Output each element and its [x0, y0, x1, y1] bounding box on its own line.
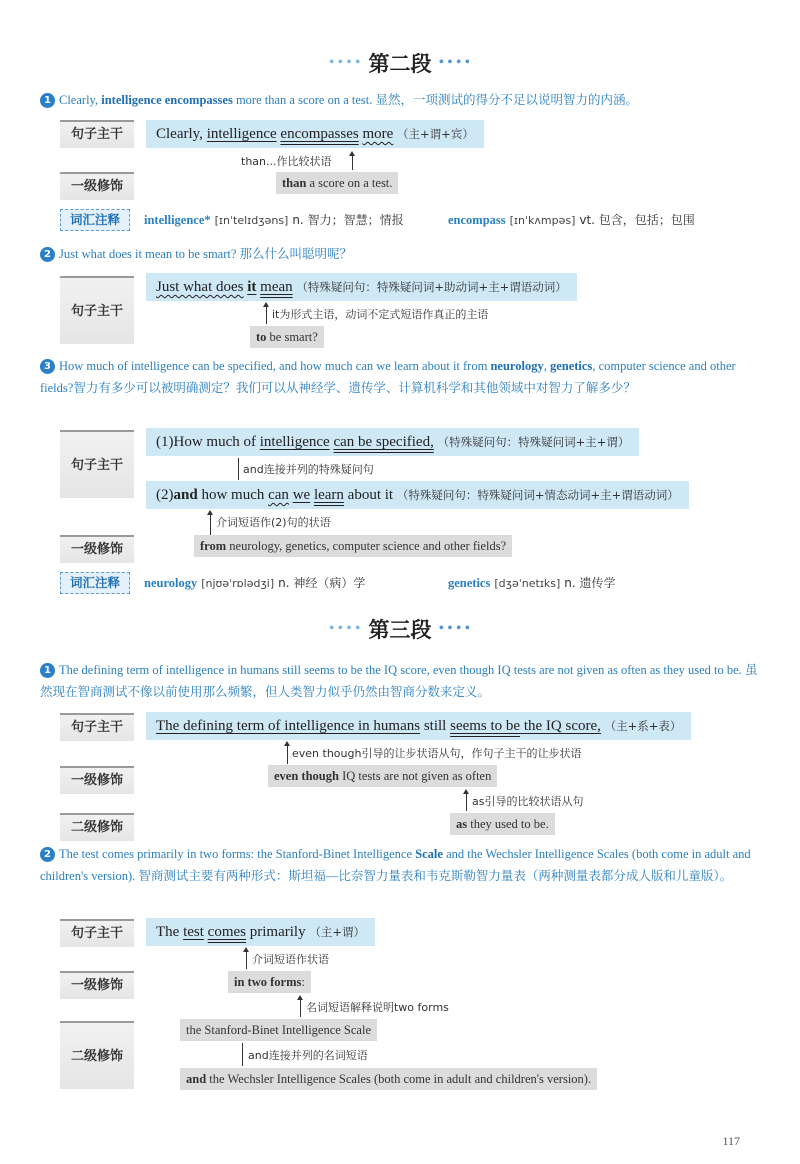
label-main-clause: 句子主干: [60, 919, 134, 947]
modifier-phrase: as they used to be.: [450, 813, 555, 835]
label-modifier-1: 一级修饰: [60, 535, 134, 563]
connector-line: [238, 458, 239, 480]
translation: 虽然现在智商测试不像以前使用那么频繁，但人类智力似乎仍然由智商分数来定义。: [40, 663, 758, 699]
label-main-clause: 句子主干: [60, 120, 134, 148]
arrow-up-icon: [297, 995, 303, 1000]
connector-line: [287, 744, 288, 764]
vocab-entry: encompass [ɪnˈkʌmpəs] vt. 包含，包括；包围: [448, 213, 695, 227]
connector-line: [242, 1043, 243, 1066]
sentence-2-1: 1 Clearly, intelligence encompasses more than a score on a test. 显然，一项测试的得分不足以说明智力的内涵。: [40, 89, 758, 111]
modifier-phrase: than a score on a test.: [276, 172, 398, 194]
note: it为形式主语，动词不定式短语作真正的主语: [272, 308, 489, 321]
note: even though引导的让步状语从句，作句子主干的让步状语: [292, 747, 582, 760]
note: 介词短语作状语: [252, 953, 329, 966]
label-main-clause: 句子主干: [60, 276, 134, 344]
vocab-entry: genetics [dʒəˈnetɪks] n. 遗传学: [448, 576, 616, 590]
sentence-number-badge: 1: [40, 663, 55, 678]
label-modifier-1: 一级修饰: [60, 766, 134, 794]
connector-line: [466, 792, 467, 811]
translation: 显然，一项测试的得分不足以说明智力的内涵。: [375, 93, 639, 107]
modifier-phrase: and the Wechsler Intelligence Scales (both come in adult and children's version).: [180, 1068, 597, 1090]
section-title-text: 第二段: [368, 51, 432, 76]
sentence-3-2: 2 The test comes primarily in two forms: the Stanford-Binet Intelligence Scale and the Wechsler Intelligence Scales (both come in adult and children's version). 智商测试主要有两种形式：斯坦福—比奈智力量表和韦克斯勒智力量表（两种测量表都分成人版和儿童版）。: [40, 847, 751, 883]
decor-dots-left: ••••: [327, 621, 363, 637]
arrow-up-icon: [243, 947, 249, 952]
modifier-phrase: to be smart?: [250, 326, 324, 348]
note: and连接并列的特殊疑问句: [243, 463, 374, 476]
page-number: 117: [722, 1134, 740, 1148]
main-clause: Clearly, intelligence encompasses more （主+谓+宾）: [146, 120, 484, 148]
translation: 智商测试主要有两种形式：斯坦福—比奈智力量表和韦克斯勒智力量表（两种测量表都分成人版和儿童版）。: [138, 869, 733, 883]
sentence-number-badge: 3: [40, 359, 55, 374]
label-vocabulary: 词汇注释: [60, 572, 130, 594]
modifier-phrase: even though IQ tests are not given as often: [268, 765, 497, 787]
note: as引导的比较状语从句: [472, 795, 584, 808]
decor-dots-left: ••••: [327, 55, 363, 71]
section-title-2: [0, 48, 800, 78]
vocab-entry: intelligence* [ɪnˈtelɪdʒəns] n. 智力；智慧；情报: [144, 213, 404, 227]
arrow-up-icon: [284, 741, 290, 746]
sentence-3-1: 1 The defining term of intelligence in humans still seems to be the IQ score, even though IQ tests are not given as often as they used to be. 虽然现在智商测试不像以前使用那么频繁，但人类智力似乎仍然由智商分数来定义。: [40, 663, 758, 699]
decor-dots-right: ••••: [437, 621, 473, 637]
main-clause: The test comes primarily （主+谓）: [146, 918, 375, 946]
section-title-text: 第三段: [368, 617, 432, 642]
arrow-up-icon: [207, 510, 213, 515]
arrow-up-icon: [263, 302, 269, 307]
main-clause: The defining term of intelligence in humans still seems to be the IQ score, （主+系+表）: [146, 712, 691, 740]
vocab-entry: neurology [njʊəˈrɒlədʒi] n. 神经（病）学: [144, 576, 366, 590]
modifier-phrase: in two forms:: [228, 971, 311, 993]
arrow-up-icon: [349, 151, 355, 156]
translation: 那么什么叫聪明呢？: [239, 247, 353, 261]
modifier-phrase: the Stanford-Binet Intelligence Scale: [180, 1019, 377, 1041]
note: 名词短语解释说明two forms: [306, 1001, 449, 1014]
sentence-number-badge: 2: [40, 247, 55, 262]
label-modifier-1: 一级修饰: [60, 172, 134, 200]
main-clause-1: (1)How much of intelligence can be specified, （特殊疑问句：特殊疑问词+主+谓）: [146, 428, 639, 456]
label-modifier-2: 二级修饰: [60, 813, 134, 841]
section-title-3: [0, 614, 800, 644]
sentence-number-badge: 1: [40, 93, 55, 108]
sentence-2-3: 3 How much of intelligence can be specified, and how much can we learn about it from neurology, genetics, computer science and other fields?智力有多少可以被明确测定？我们可以从神经学、遗传学、计算机科学和其他领域中对智力了解多少？: [40, 359, 736, 395]
connector-line: [266, 305, 267, 324]
note: 介词短语作(2)句的状语: [216, 516, 331, 529]
connector-line: [246, 950, 247, 969]
connector-line: [210, 513, 211, 535]
main-clause: Just what does it mean （特殊疑问句：特殊疑问词+助动词+主+谓语动词）: [146, 273, 577, 301]
label-vocabulary: 词汇注释: [60, 209, 130, 231]
connector-line: [352, 154, 353, 170]
sentence-number-badge: 2: [40, 847, 55, 862]
label-main-clause: 句子主干: [60, 713, 134, 741]
label-modifier-1: 一级修饰: [60, 971, 134, 999]
main-clause-2: (2)and how much can we learn about it （特殊疑问句：特殊疑问词+情态动词+主+谓语动词）: [146, 481, 689, 509]
sentence-2-2: 2 Just what does it mean to be smart? 那么什么叫聪明呢？: [40, 243, 758, 265]
arrow-up-icon: [463, 789, 469, 794]
label-modifier-2: 二级修饰: [60, 1021, 134, 1089]
decor-dots-right: ••••: [437, 55, 473, 71]
label-main-clause: 句子主干: [60, 430, 134, 498]
note: than...作比较状语: [241, 155, 332, 168]
translation: 智力有多少可以被明确测定？我们可以从神经学、遗传学、计算机科学和其他领域中对智力了解多少？: [73, 381, 636, 395]
note: and连接并列的名词短语: [248, 1049, 368, 1062]
modifier-phrase: from neurology, genetics, computer science and other fields?: [194, 535, 512, 557]
connector-line: [300, 998, 301, 1017]
